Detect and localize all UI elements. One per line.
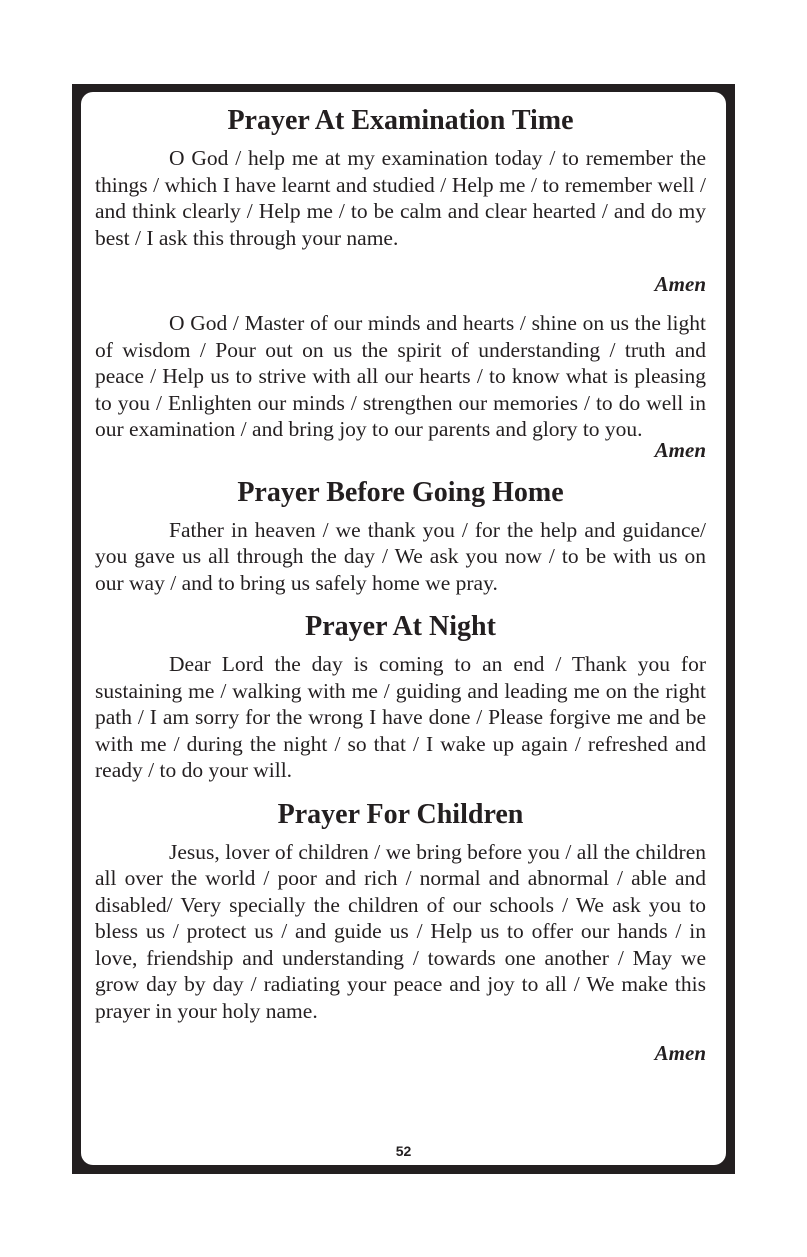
section-title-examination: Prayer At Examination Time [227,105,574,136]
section-title-night: Prayer At Night [305,611,496,642]
prayer-children: Jesus, lover of children / we bring before you / all the children all over the world / poor and rich / normal and abnormal / able and disabled/ Very specially the children of our schools / We ask you to bless us / protect us / and guide us / Help us to offer our hands / in love, friendship and understanding / towards one another / May we grow day by day / radiating your peace and joy to all / We make this prayer in your holy name. [95,839,706,1023]
amen-children: Amen [654,1041,706,1065]
prayer-going-home: Father in heaven / we thank you / for the help and guidance/ you gave us all through the day / We ask you now / to be with us on our way / and to bring us safely home we pray. [95,517,706,595]
amen-examination-1: Amen [654,272,706,296]
section-title-children: Prayer For Children [277,798,524,830]
page-number: 52 [395,1143,412,1159]
page-border [72,84,735,1174]
amen-examination-2: Amen [654,437,706,462]
page-content [81,92,726,1165]
prayer-examination-2: O God / Master of our minds and hearts / shine on us the light of wisdom / Pour out on us the spirit of understanding / truth and peace / Help us to strive with all our hearts / to know what is pleasing to you / Enlighten our minds / strengthen our memories / to do well in our examination / and bring joy to our parents and glory to you. [95,311,706,441]
prayer-examination-1: O God / help me at my examination today / to remember the things / which I have learnt and studied / Help me / to remember well / and think clearly / Help me / to be calm and clear hearted / and do my best / I ask this through your name. [95,146,706,250]
prayer-night: Dear Lord the day is coming to an end / Thank you for sustaining me / walking with me / guiding and leading me on the right path / I am sorry for the wrong I have done / Please forgive me and be with me / during the night / so that / I wake up again / refreshed and ready / to do your will. [95,652,706,782]
section-title-going-home: Prayer Before Going Home [237,476,564,508]
